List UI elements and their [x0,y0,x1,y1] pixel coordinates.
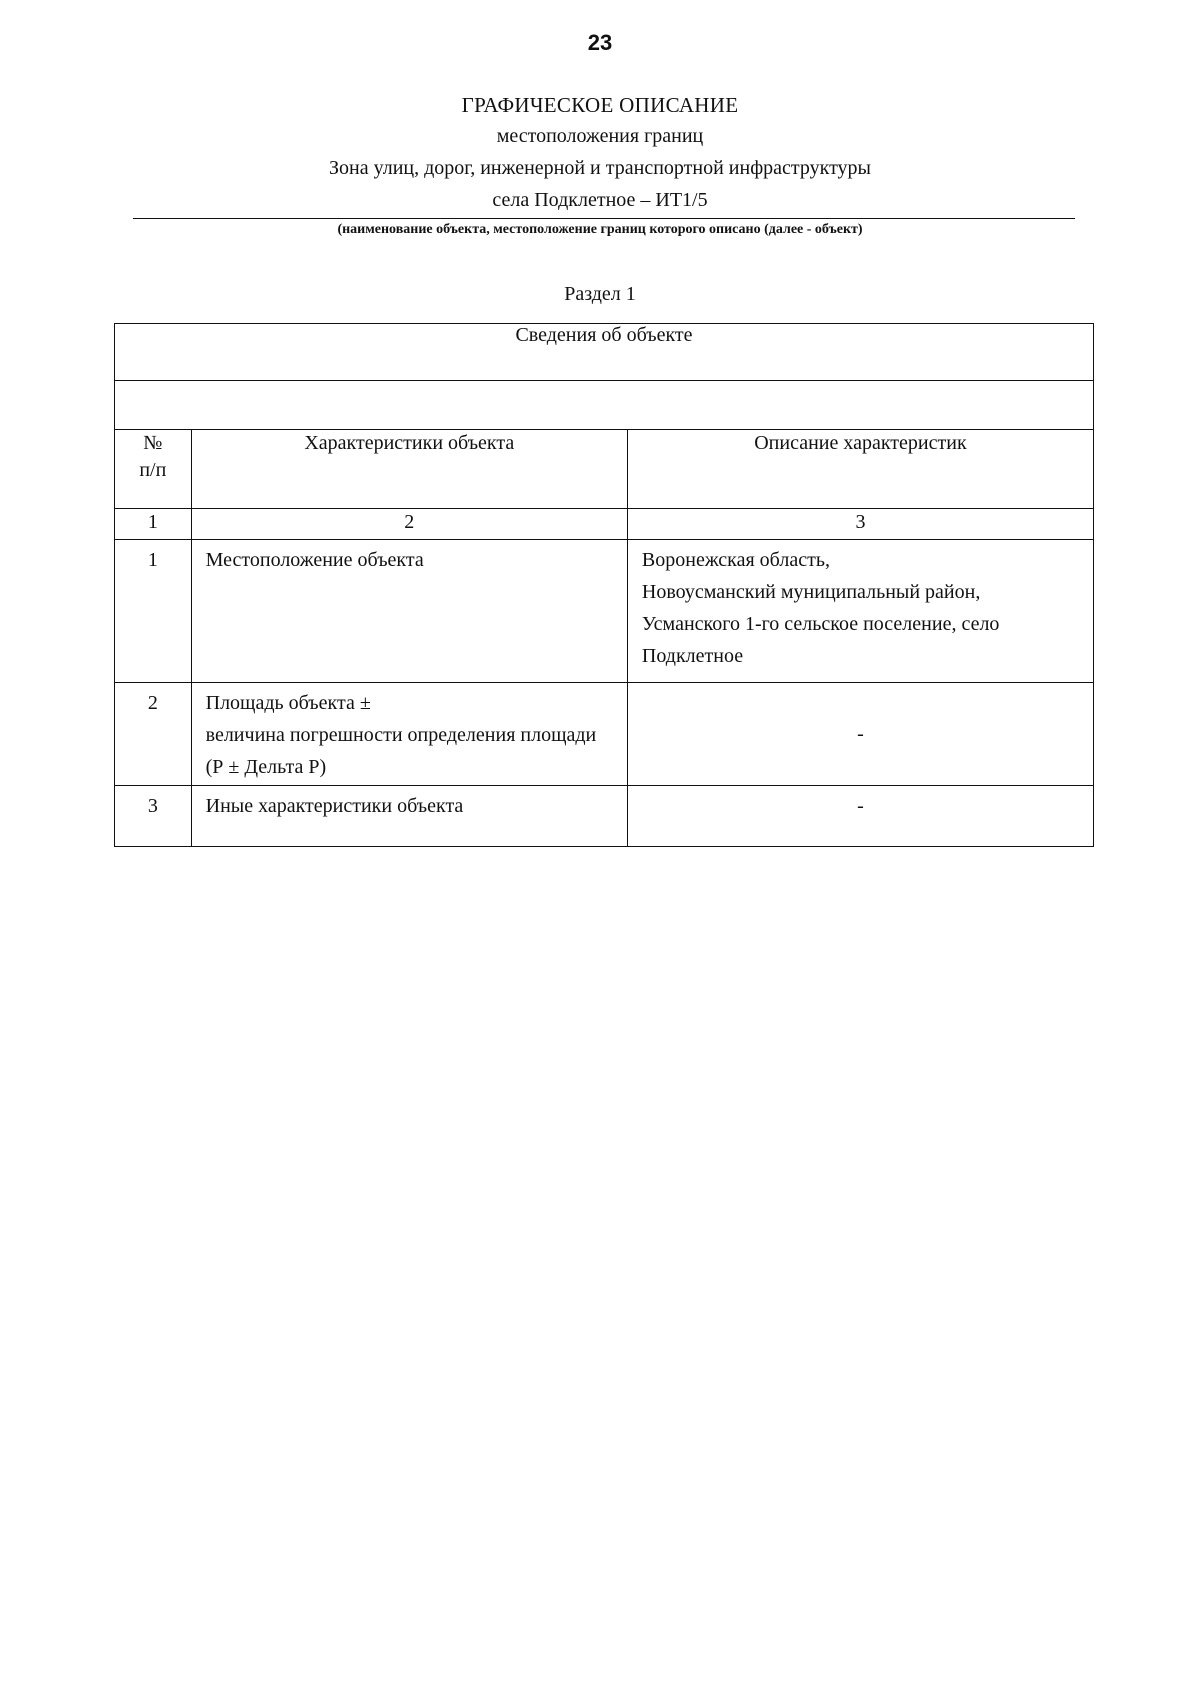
row-description: - [627,786,1093,847]
row-number: 3 [115,786,192,847]
table-column-numbers [115,509,1094,540]
column-header-number: № п/п [115,430,192,509]
row-description: Воронежская область, Новоусманский муниципальный район, Усманского 1-го сельское поселение, село Подклетное [627,540,1093,683]
row-characteristic: Площадь объекта ± величина погрешности определения площади (Р ± Дельта Р) [191,683,627,786]
table-row [115,683,1094,786]
column-header-characteristics: Характеристики объекта [191,430,627,509]
column-number-3: 3 [627,509,1093,540]
table-row [115,540,1094,683]
table-column-headers [115,430,1094,509]
object-info-table [114,323,1094,847]
object-name-underline [133,218,1075,219]
table-row [115,786,1094,847]
row-characteristic: Иные характеристики объекта [191,786,627,847]
table-heading: Сведения об объекте [115,324,1094,381]
table-empty-row [115,381,1094,430]
table-empty-cell [115,381,1094,430]
table-heading-row [115,324,1094,381]
document-subtitle-line-1: местоположения границ [496,125,704,147]
document-subtitle-line-2: Зона улиц, дорог, инженерной и транспортной инфраструктуры [329,157,871,179]
row-number: 2 [115,683,192,786]
column-number-1: 1 [115,509,192,540]
section-label: Раздел 1 [564,283,636,305]
page-number: 23 [587,30,613,55]
row-description: - [627,683,1093,786]
object-caption: (наименование объекта, местоположение границ которого описано (далее - объект) [337,222,863,237]
row-number: 1 [115,540,192,683]
row-characteristic: Местоположение объекта [191,540,627,683]
column-header-description: Описание характеристик [627,430,1093,509]
document-title: ГРАФИЧЕСКОЕ ОПИСАНИЕ [461,93,739,117]
document-subtitle-line-3: села Подклетное – ИТ1/5 [492,189,708,211]
title-block [0,90,1200,216]
column-number-2: 2 [191,509,627,540]
